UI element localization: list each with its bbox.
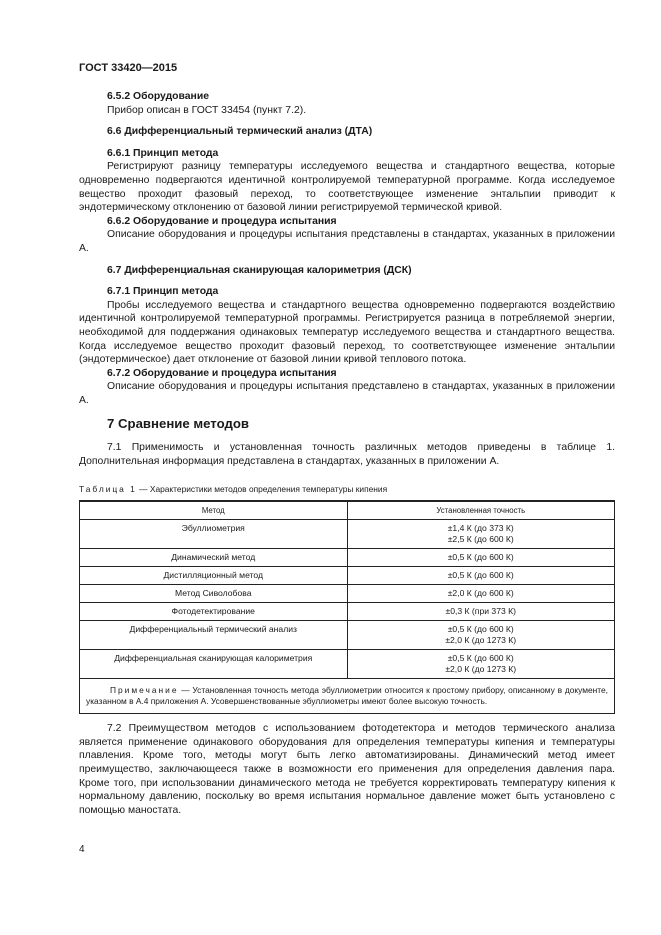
table-note-text: — Установленная точность метода эбуллиометрии относится к простому прибору, описанному в документе, указанном в А.4 приложения А. Усовершенствованные эбуллиометры имеют более высокую точность. (86, 685, 608, 707)
table-row (80, 621, 615, 650)
column-header-accuracy: Установленная точность (347, 501, 615, 520)
document-header: ГОСТ 33420—2015 (79, 62, 178, 74)
table-note (80, 679, 615, 714)
table-caption-label: Таблица 1 (79, 483, 137, 494)
paragraph-7-1: 7.1 Применимость и установленная точность различных методов приведены в таблице 1. Дополнительная информация представлена в стандартах, указанных в приложении А. (79, 442, 615, 468)
section-heading-6-7-2: 6.7.2 Оборудование и процедура испытания (107, 367, 337, 379)
accuracy-line-1: ±1,4 К (до 373 К) (447, 523, 514, 534)
paragraph-6-7-1: Пробы исследуемого вещества и стандартного вещества одновременно подвергаются воздействию идентичной контролируемой температурной программы. Регистрируется разница в потребляемой энергии, необходимой для поддержания одинаковых температур исследуемого вещества и стандартного вещества. Когда исследуемое вещество проходит фазовый переход, то соответствующее изменение энтальпии (эндотермическое) дает отклонение от базовой линии кривой теплового потока. (79, 299, 615, 366)
table-row (80, 603, 615, 621)
accuracy-line-2: ±2,5 К (до 600 К) (447, 534, 514, 545)
section-heading-6-6: 6.6 Дифференциальный термический анализ (ДТА) (107, 126, 373, 138)
paragraph-6-5-2: Прибор описан в ГОСТ 33454 (пункт 7.2). (107, 104, 307, 116)
table-note-label: Примечание (110, 685, 179, 696)
table-cell-accuracy (347, 585, 615, 603)
column-header-method: Метод (80, 501, 348, 520)
section-heading-6-5-2: 6.5.2 Оборудование (107, 91, 209, 102)
section-heading-6-7-1: 6.7.1 Принцип метода (107, 286, 219, 298)
section-heading-6-6-1: 6.6.1 Принцип метода (107, 147, 219, 159)
boiling-point-methods-table (79, 500, 615, 714)
table-cell-method: Фотодетектирование (80, 603, 348, 621)
accuracy-line-1: ±0,5 К (до 600 К) (447, 653, 514, 664)
table-cell-accuracy (347, 650, 615, 679)
table-row (80, 567, 615, 585)
table-cell-method: Дифференциальный термический анализ (80, 621, 348, 650)
table-cell-method: Дистилляционный метод (80, 567, 348, 585)
accuracy-line-2: ±2,0 К (до 1273 К) (445, 664, 517, 675)
table-cell-method: Дифференциальная сканирующая калориметрия (80, 650, 348, 679)
paragraph-7-2: 7.2 Преимуществом методов с использованием фотодетектора и методов термического анализа является применение одинакового оборудования для определения температуры кипения и температуры плавления. Кроме того, методы могут быть легко автоматизированы. Динамический метод имеет преимущество, заключающееся также в возможности его применения для определения давления пара. Кроме того, при использовании динамического метода не требуется корректировать температуру кипения к нормальному давлению, поскольку во время испытания нормальное давление может быть установлено с помощью маностата. (79, 723, 615, 816)
table-row (80, 585, 615, 603)
accuracy-line-1: ±0,5 К (до 600 К) (447, 570, 514, 581)
page-number: 4 (79, 844, 85, 855)
accuracy-line-1: ±0,3 К (при 373 К) (445, 606, 517, 617)
table-cell-accuracy (347, 520, 615, 549)
table-row (80, 520, 615, 549)
section-heading-6-6-2: 6.6.2 Оборудование и процедура испытания (107, 215, 337, 227)
table-cell-method: Эбуллиометрия (80, 520, 348, 549)
paragraph-6-6-1: Регистрируют разницу температуры исследуемого вещества и стандартного вещества, которые одновременно подвергаются идентичной контролируемой температурной программе. Когда исследуемое вещество проходит фазовый переход, то соответствующее изменение энтальпии приводит к эндотермическому отклонению от базовой линии регистрируемой термической кривой. (79, 161, 615, 214)
table-row (80, 650, 615, 679)
table-cell-method: Динамический метод (80, 549, 348, 567)
table-body (80, 520, 615, 679)
table-cell-accuracy (347, 567, 615, 585)
table-cell-method: Метод Сиволобова (80, 585, 348, 603)
table-cell-accuracy (347, 603, 615, 621)
document-body (79, 90, 615, 817)
accuracy-line-1: ±0,5 К (до 600 К) (447, 552, 514, 563)
accuracy-line-1: ±2,0 К (до 600 К) (447, 588, 514, 599)
paragraph-6-7-2: Описание оборудования и процедуры испытания представлено в стандартах, указанных в приложении А. (79, 381, 615, 406)
table-caption-text: — Характеристики методов определения температуры кипения (136, 483, 388, 494)
accuracy-line-1: ±0,5 К (до 600 К) (447, 624, 514, 635)
section-heading-7: 7 Сравнение методов (107, 416, 250, 432)
accuracy-line-2: ±2,0 К (до 1273 К) (445, 635, 517, 646)
section-heading-6-7: 6.7 Дифференциальная сканирующая калориметрия (ДСК) (107, 264, 412, 276)
table-cell-accuracy (347, 549, 615, 567)
table-row (80, 549, 615, 567)
table-cell-accuracy (347, 621, 615, 650)
paragraph-6-6-2: Описание оборудования и процедуры испытания представлены в стандартах, указанных в приложении А. (79, 229, 615, 254)
table-caption (79, 483, 615, 497)
